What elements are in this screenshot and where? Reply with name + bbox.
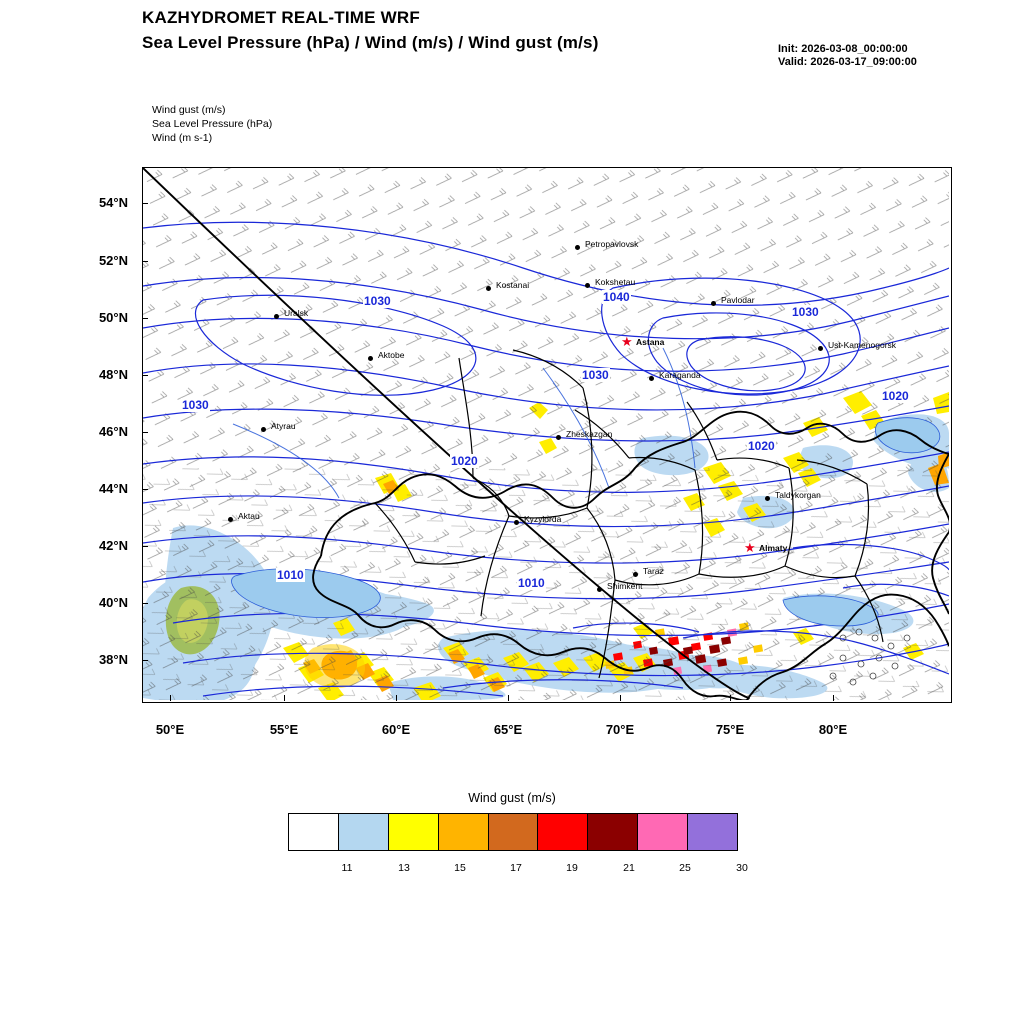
city-label-ust-kamenogorsk: Ust-Kamenogorsk — [828, 340, 897, 350]
isobar-label-1030: 1030 — [182, 398, 209, 412]
lat-label-48N: 48°N — [98, 367, 128, 382]
lon-tick — [396, 695, 397, 701]
variable-wind-gust: Wind gust (m/s) — [152, 104, 226, 116]
lat-tick — [142, 203, 148, 204]
run-timestamps — [778, 43, 917, 69]
city-label-aktau: Aktau — [238, 511, 260, 521]
colorbar-tick-13: 13 — [398, 862, 410, 874]
colorbar-title: Wind gust (m/s) — [468, 791, 556, 805]
lon-tick — [620, 695, 621, 701]
city-label-karaganda: Karaganda — [659, 370, 701, 380]
lat-label-42N: 42°N — [98, 538, 128, 553]
capital-star-icon: ★ — [744, 540, 756, 555]
colorbar-swatch-0 — [289, 814, 339, 850]
capital-star-icon: ★ — [621, 334, 633, 349]
forecast-map[interactable] — [142, 167, 952, 703]
colorbar-swatch-2 — [389, 814, 439, 850]
colorbar-swatch-4 — [489, 814, 539, 850]
lon-tick — [730, 695, 731, 701]
colorbar-swatch-7 — [638, 814, 688, 850]
lon-tick — [170, 695, 171, 701]
lon-tick — [284, 695, 285, 701]
lat-tick — [142, 603, 148, 604]
city-label-kyzylorda: Kyzylorda — [524, 514, 562, 524]
lat-label-50N: 50°N — [98, 310, 128, 325]
colorbar-tick-19: 19 — [566, 862, 578, 874]
isobar-label-1020: 1020 — [748, 439, 775, 453]
variable-legend — [152, 103, 272, 145]
city-label-taldykorgan: Taldykorgan — [775, 490, 821, 500]
lat-tick — [142, 546, 148, 547]
isobar-label-1030: 1030 — [364, 294, 391, 308]
isobar-labels-layer — [143, 168, 949, 700]
lon-label-60E: 60°E — [381, 722, 411, 737]
valid-time: Valid: 2026-03-17_09:00:00 — [778, 56, 917, 68]
page-title: KAZHYDROMET REAL-TIME WRF — [142, 8, 420, 27]
city-label-zheskazgan: Zheskazgan — [566, 429, 613, 439]
lat-label-40N: 40°N — [98, 595, 128, 610]
isobar-label-1020: 1020 — [882, 389, 909, 403]
lon-tick — [508, 695, 509, 701]
city-label-shimkent: Shimkent — [607, 581, 643, 591]
colorbar-tick-11: 11 — [341, 862, 353, 874]
title-block — [142, 8, 599, 53]
city-label-astana: Astana — [636, 337, 665, 347]
colorbar — [288, 813, 738, 851]
colorbar-tick-17: 17 — [510, 862, 522, 874]
lon-label-65E: 65°E — [493, 722, 523, 737]
colorbar-swatch-5 — [538, 814, 588, 850]
isobar-label-1040: 1040 — [603, 290, 630, 304]
lat-label-44N: 44°N — [98, 481, 128, 496]
lon-label-55E: 55°E — [269, 722, 299, 737]
lon-tick — [833, 695, 834, 701]
colorbar-tick-21: 21 — [623, 862, 635, 874]
lon-label-50E: 50°E — [155, 722, 185, 737]
isobar-label-1010: 1010 — [277, 568, 304, 582]
lon-label-75E: 75°E — [715, 722, 745, 737]
colorbar-swatch-1 — [339, 814, 389, 850]
city-label-atyrau: Atyrau — [271, 421, 296, 431]
page-subtitle: Sea Level Pressure (hPa) / Wind (m/s) / Wind gust (m/s) — [142, 33, 599, 52]
colorbar-swatch-3 — [439, 814, 489, 850]
lat-label-46N: 46°N — [98, 424, 128, 439]
colorbar-swatch-8 — [688, 814, 737, 850]
lat-tick — [142, 318, 148, 319]
city-label-almaty: Almaty — [759, 543, 788, 553]
colorbar-tick-25: 25 — [679, 862, 691, 874]
lat-label-54N: 54°N — [98, 195, 128, 210]
lat-tick — [142, 489, 148, 490]
city-label-pavlodar: Pavlodar — [721, 295, 755, 305]
lat-label-52N: 52°N — [98, 253, 128, 268]
lat-tick — [142, 660, 148, 661]
isobar-label-1030: 1030 — [582, 368, 609, 382]
lon-label-70E: 70°E — [605, 722, 635, 737]
init-time: Init: 2026-03-08_00:00:00 — [778, 43, 908, 55]
variable-slp: Sea Level Pressure (hPa) — [152, 118, 273, 130]
city-label-taraz: Taraz — [643, 566, 664, 576]
city-label-kostanai: Kostanai — [496, 280, 530, 290]
colorbar-tick-15: 15 — [454, 862, 466, 874]
variable-wind: Wind (m s-1) — [152, 132, 213, 144]
lon-label-80E: 80°E — [818, 722, 848, 737]
isobar-label-1010: 1010 — [518, 576, 545, 590]
city-label-aktobe: Aktobe — [378, 350, 405, 360]
lat-tick — [142, 375, 148, 376]
colorbar-tick-30: 30 — [736, 862, 748, 874]
colorbar-swatch-6 — [588, 814, 638, 850]
city-label-uralsk: Uralsk — [284, 308, 309, 318]
isobar-label-1020: 1020 — [451, 454, 478, 468]
lat-tick — [142, 432, 148, 433]
city-label-petropavlovsk: Petropavlovsk — [585, 239, 639, 249]
isobar-label-1030: 1030 — [792, 305, 819, 319]
lat-tick — [142, 261, 148, 262]
lat-label-38N: 38°N — [98, 652, 128, 667]
city-label-kokshetau: Kokshetau — [595, 277, 636, 287]
